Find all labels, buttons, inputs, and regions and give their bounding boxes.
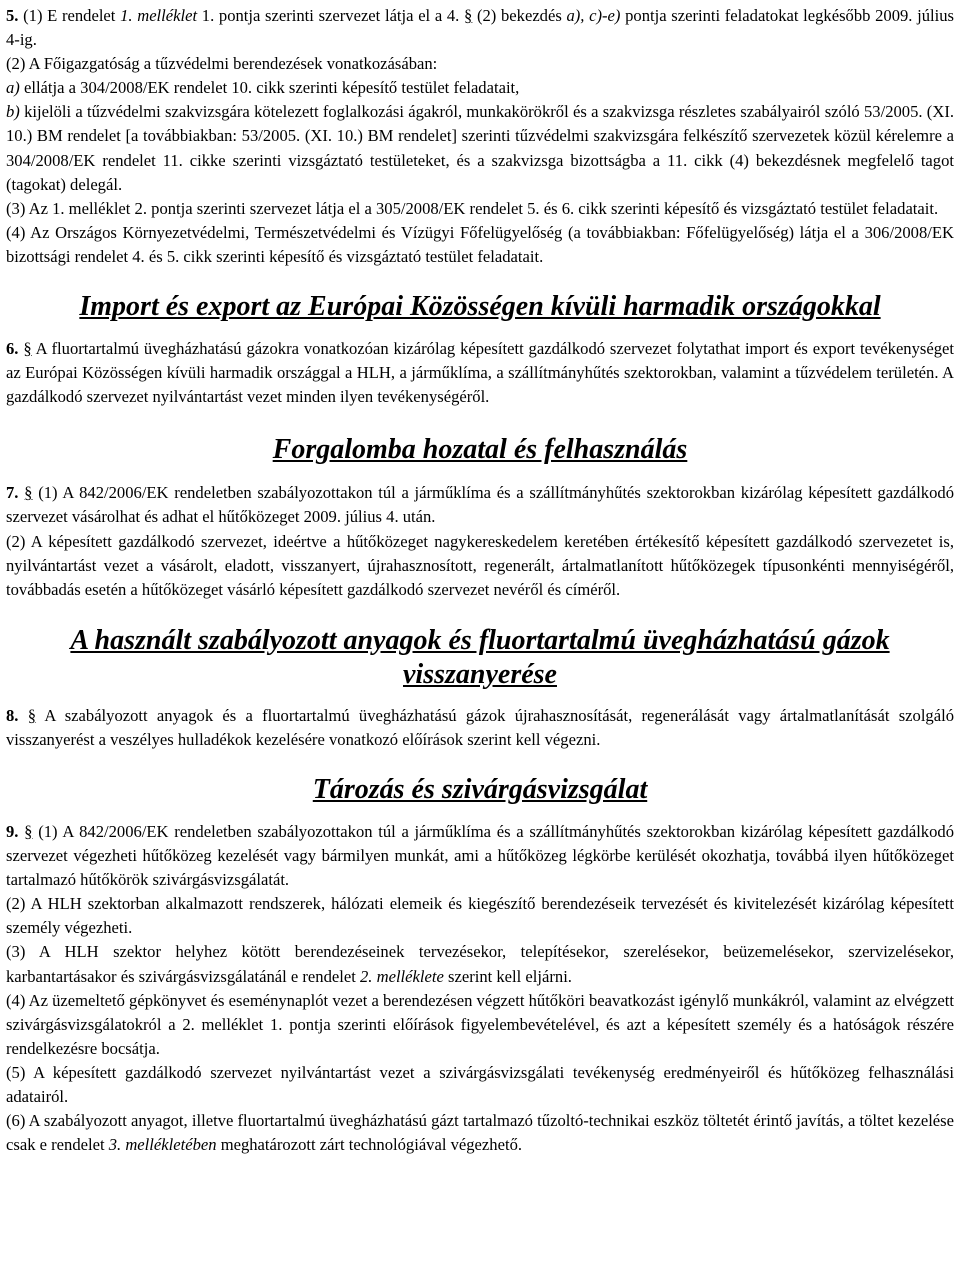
s5-p1: 5. (1) E rendelet 1. melléklet 1. pontja szerinti szervezet látja el a 4. § (2) bekezdés a), c)-e) pontja szerinti feladatokat legkésőbb 2009. július 4-ig. — [6, 6, 955, 50]
s8-number: 8. — [6, 705, 19, 725]
s9-p4: (4) Az üzemeltető gépkönyvet és eseménynaplót vezet a berendezésen végzett hűtőköri beavatkozást igénylő munkákról, valamint az elvégzett szivárgásvizsgálatokról a 2. melléklet 1. pontja szerinti előírások figyelembevételével, és azt a képesített személy és a hatóságok részére rendelkezésre bocsátja. — [6, 990, 954, 1058]
s7-number: 7. — [6, 483, 19, 503]
s5-p5: (3) Az 1. melléklet 2. pontja szerinti szervezet látja el a 305/2008/EK rendelet 5. és 6. cikk szerinti képesítő és vizsgáztató testület feladatait. — [6, 198, 939, 218]
heading-tarozas: Tározás és szivárgásvizsgálat — [312, 773, 648, 805]
s5-p6: (4) Az Országos Környezetvédelmi, Természetvédelmi és Vízügyi Főfelügyelőség (a továbbiakban: Főfelügyelőség) látja el a 306/2008/EK bizottsági rendelet 4. és 5. cikk szerinti képesítő és vizsgáztató testület feladatait. — [6, 222, 954, 266]
s9-p3: (3) A HLH szektor helyhez kötött berendezéseinek tervezésekor, telepítésekor, szerelésekor, beüzemelésekor, szervizelésekor, karbantartásakor és szivárgásvizsgálatánál e rendelet 2. melléklete szerint kell eljárni. — [6, 942, 954, 986]
section-sign[interactable]: § — [24, 483, 33, 503]
s7-p1: 7. § (1) A 842/2006/EK rendeletben szabályozottakon túl a járműklíma és a szállítmányhűtés szektorokban kizárólag képesített gazdálkodó szervezet vásárolhat és adhat el hűtőközeget 2009. július 4. után. — [6, 483, 954, 527]
s6-p1: 6. § A fluortartalmú üvegházhatású gázokra vonatkozóan kizárólag képesített gazdálkodó szervezet folytathat import és export tevékenységet az Európai Közösségen kívüli harmadik országgal a HLH, a járműklíma, a szállítmányhűtés szektorokban, valamint a tűzvédelem területén. A gazdálkodó szervezet nyilvántartást vezet minden ilyen tevékenységéről. — [6, 339, 954, 407]
heading-forgalomba-hozatal: Forgalomba hozatal és felhasználás — [272, 434, 688, 466]
s7-p2: (2) A képesített gazdálkodó szervezet, ideértve a hűtőközeget nagykereskedelem keretében értékesítő képesített gazdálkodó szervezetet is, nyilvántartást vezet a vásárolt, eladott, visszanyert, újrahasznosított, regenerált, ártalmatlanított hűtőközegek típusonkénti mennyiségéről, továbbadás esetén a hűtőközeget vásárló képesített gazdálkodó szervezet nevéről és címéről. — [6, 531, 954, 599]
section-sign[interactable]: § — [27, 705, 37, 725]
s9-number: 9. — [6, 821, 19, 841]
s9-p6: (6) A szabályozott anyagot, illetve fluortartalmú üvegházhatású gázt tartalmazó tűzoltó-technikai eszköz töltetét érintő javítás, a töltet kezelése csak e rendelet 3. mellékletében meghatározott zárt technológiával végezhető. — [6, 1111, 954, 1155]
heading-import-export: Import és export az Európai Közösségen kívüli harmadik országokkal — [79, 291, 881, 323]
s5-p4: b) kijelöli a tűzvédelmi szakvizsgára kötelezett foglalkozási ágakról, munkakörökről és a szakvizsga részletes szabályairól szóló 53/2005. (XI. 10.) BM rendelet [a továbbiakban: 53/2005. (XI. 10.) BM rendelet] szerinti tűzvédelmi szakvizsgára felkészítő szervezetek közül kérelemre a 304/2008/EK rendelet 11. cikke szerinti vizsgáztató testületeket, és a szakvizsga bizottságba a 11. cikk (4) bekezdésnek megfelelő tagot (tagokat) delegál. — [6, 102, 954, 194]
s8-p1: 8. § A szabályozott anyagok és a fluortartalmú üvegházhatású gázok újrahasznosítását, regenerálását vagy ártalmatlanítását szolgáló visszanyerést a veszélyes hulladékok kezelésére vonatkozó előírások szerint kell végezni. — [6, 705, 955, 749]
section-sign[interactable]: § — [24, 821, 33, 841]
s5-p3: a) ellátja a 304/2008/EK rendelet 10. cikk szerinti képesítő testület feladatait, — [6, 78, 520, 98]
s5-p2: (2) A Főigazgatóság a tűzvédelmi berendezések vonatkozásában: — [6, 54, 438, 74]
s5-number: 5. — [6, 6, 19, 25]
s9-p2: (2) A HLH szektorban alkalmazott rendszerek, hálózati elemeik és kiegészítő berendezéseik tervezését és kivitelezését kizárólag képesített személy végezheti. — [6, 894, 954, 938]
annex-link-1[interactable]: 1. melléklet — [120, 6, 198, 25]
document-page — [6, 4, 954, 1157]
section-sign[interactable]: § — [464, 6, 473, 25]
annex-link-2[interactable]: 2. melléklete — [360, 966, 444, 986]
annex-link-3[interactable]: 3. mellékletében — [108, 1135, 217, 1155]
heading-visszanyeres: A használt szabályozott anyagok és fluortartalmú üvegházhatású gázok visszanyerése — [70, 624, 890, 690]
s6-number: 6. — [6, 339, 19, 359]
s9-p1: 9. § (1) A 842/2006/EK rendeletben szabályozottakon túl a járműklíma és a szállítmányhűtés szektorokban kizárólag képesített gazdálkodó szervezet végezheti hűtőközeg kezelését vagy bármilyen munkát, ami a hűtőközeg légkörbe kerülését okozhatja, továbbá ilyen hűtőközeget tartalmazó hűtőkörök szivárgásvizsgálatát. — [6, 821, 954, 890]
section-sign[interactable]: § — [23, 339, 32, 359]
s9-p5: (5) A képesített gazdálkodó szervezet nyilvántartást vezet a szivárgásvizsgálati tevékenység eredményeiről és hűtőközeg felhasználási adatairól. — [6, 1062, 954, 1106]
